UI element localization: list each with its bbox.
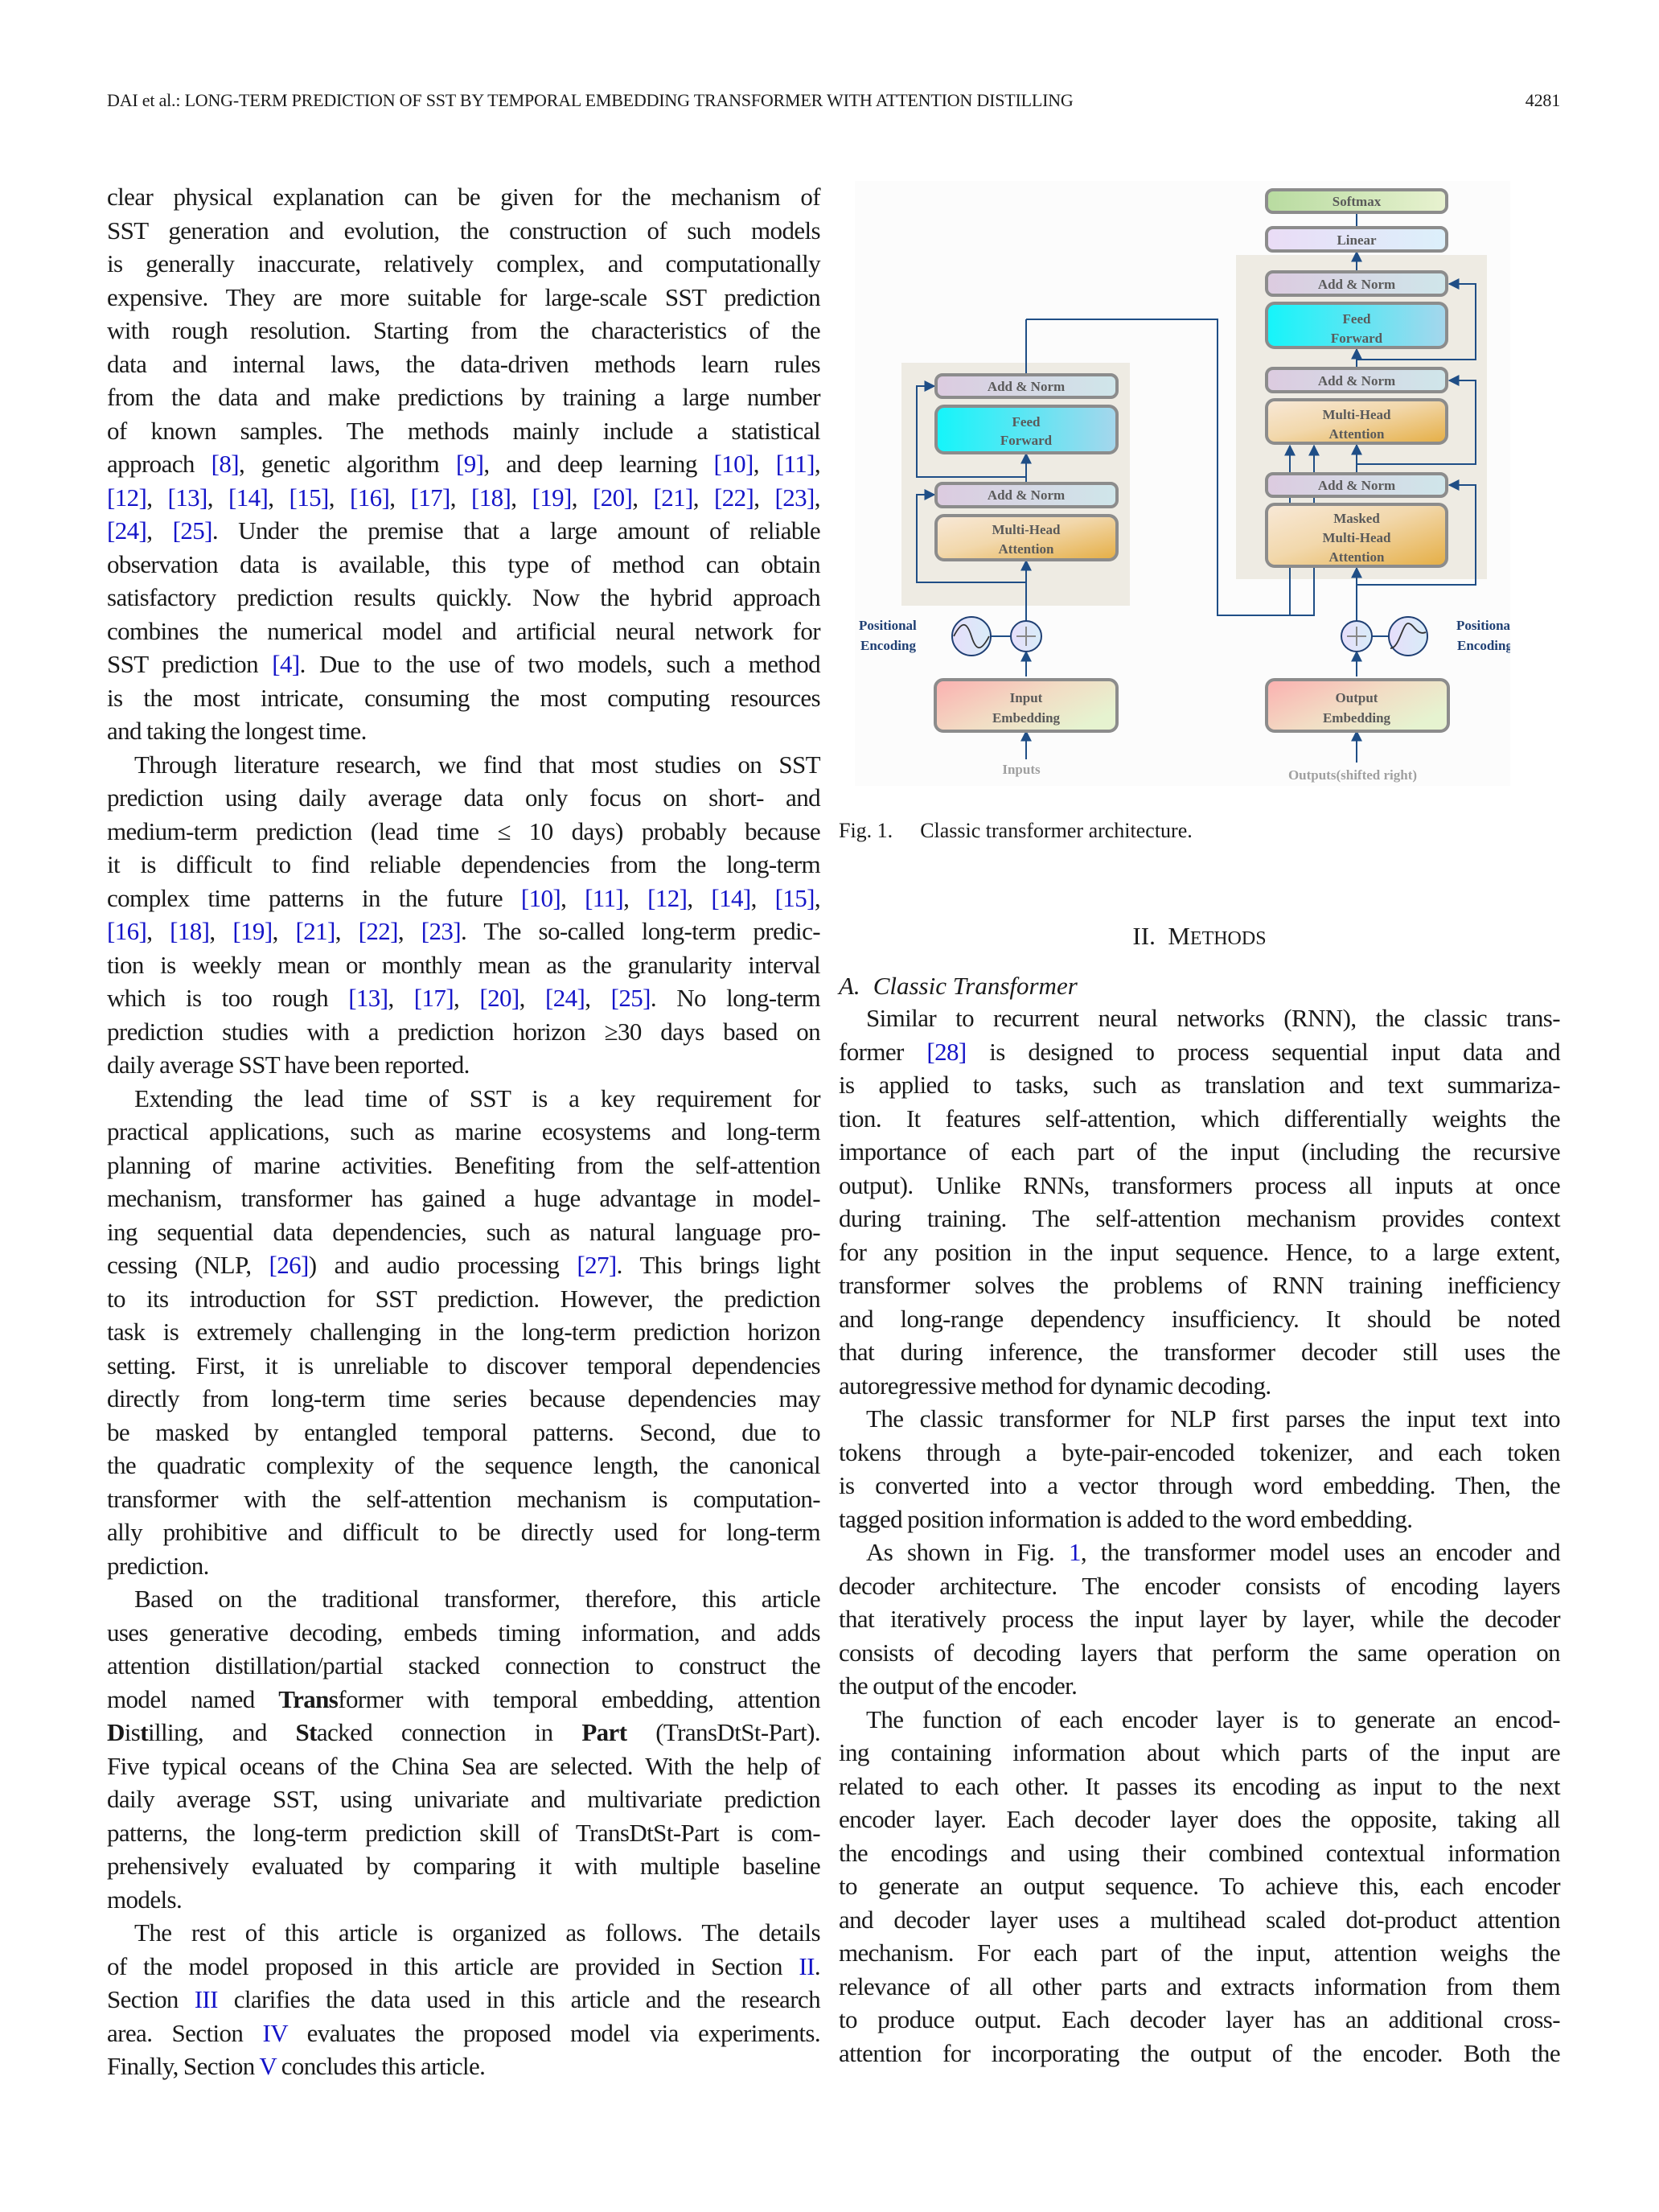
text-line: importance of each part of the input (including the recursive [839,1137,1560,1166]
text-line: is the most intricate, consuming the most computing resources [107,683,820,712]
subsection-number: A. [839,972,860,1000]
text-line: encoder layer. Each decoder layer does the opposite, taking all [839,1805,1560,1833]
section-link[interactable]: II [799,1951,815,1980]
text-line: patterns, the long-term prediction skill of TransDtSt-Part is com- [107,1818,820,1847]
encoder-add-norm-bottom-label: Add & Norm [987,487,1066,503]
citation-link[interactable]: [17] [410,483,450,512]
text-line: Distilling, and Stacked connection in Part (TransDtSt-Part). [107,1718,820,1746]
left-column-body [107,180,820,2083]
citation-link[interactable]: [22] [714,483,754,512]
text-line: which is too rough [13], [17], [20], [24], [25]. No long-term [107,984,820,1012]
text-line: daily average SST have been reported. [107,1050,470,1079]
text-line: transformer solves the problems of RNN training inefficiency [839,1271,1560,1299]
citation-link[interactable]: [19] [532,483,572,512]
section-link[interactable]: III [194,1985,218,2013]
text-line: SST prediction [4]. Due to the use of two models, such a method [107,650,820,678]
encoder-mha-label-1: Multi-Head [992,522,1061,537]
text-line: [16], [18], [19], [21], [22], [23]. The so-called long-term predic- [107,917,820,945]
section-heading-methods [839,922,1560,951]
text-line: ing sequential data dependencies, such as natural language pro- [107,1217,820,1246]
citation-link[interactable]: [9] [455,450,484,478]
text-line: models. [107,1885,183,1914]
section-title-rest: ETHODS [1189,928,1267,949]
text-line: decoder architecture. The encoder consists of encoding layers [839,1571,1560,1600]
citation-link[interactable]: [13] [167,483,207,512]
citation-link[interactable]: [23] [421,917,462,945]
figure-1-transformer-diagram [855,181,1510,786]
text-line: medium-term prediction (lead time ≤ 10 days) probably because [107,816,820,845]
text-line: prehensively evaluated by comparing it with multiple baseline [107,1852,820,1880]
text-line: [24], [25]. Under the premise that a large amount of reliable [107,516,820,545]
citation-link[interactable]: [21] [653,483,693,512]
figure-link[interactable]: 1 [1068,1538,1081,1566]
text-line: prediction using daily average data only focus on short- and [107,783,820,812]
citation-link[interactable]: [19] [232,917,273,945]
citation-link[interactable]: [26] [269,1251,309,1279]
text-line: directly from long-term time series because dependencies may [107,1384,820,1412]
text-line: related to each other. It passes its encoding as input to the next [839,1771,1560,1800]
text-line: mechanism. For each part of the input, attention weighs the [839,1939,1560,1967]
citation-link[interactable]: [10] [713,450,754,478]
figure-caption-text: Classic transformer architecture. [920,819,1193,842]
text-line: Finally, Section V concludes this article. [107,2052,486,2080]
decoder-add-norm-2-label: Add & Norm [1317,373,1396,389]
citation-link[interactable]: [15] [774,883,815,912]
text-line: relevance of all other parts and extracts information from them [839,1971,1560,2000]
text-line: and long-range dependency insufficiency. It should be noted [839,1304,1560,1333]
citation-link[interactable]: [13] [348,984,388,1012]
text-line: of the model proposed in this article are provided in Section II. [107,1951,820,1980]
text-line: Section III clarifies the data used in this article and the research [107,1985,820,2013]
encoder-positional-label-1: Positional [859,618,917,633]
text-line: it is difficult to find reliable dependencies from the long-term [107,850,820,878]
citation-link[interactable]: [14] [711,883,751,912]
text-line: satisfactory prediction results quickly. Now the hybrid approach [107,583,820,611]
output-embedding-label-2: Embedding [1322,710,1391,726]
citation-link[interactable]: [24] [107,516,147,545]
citation-link[interactable]: [10] [520,883,561,912]
subsection-heading-classic-transformer [839,972,1078,1001]
text-line: model named Transformer with temporal embedding, attention [107,1684,820,1713]
citation-link[interactable]: [21] [295,917,335,945]
citation-link[interactable]: [18] [170,917,210,945]
text-line: Five typical oceans of the China Sea are selected. With the help of [107,1751,820,1780]
decoder-add-norm-3-label: Add & Norm [1317,478,1396,493]
encoder-positional-label-2: Encoding [860,638,916,653]
text-line: practical applications, such as marine ecosystems and long-term [107,1117,820,1145]
input-embedding-label-2: Embedding [992,710,1061,726]
text-line: tion. It features self-attention, which differentially weights the [839,1104,1560,1133]
text-line: to produce output. Each decoder layer has an additional cross- [839,2005,1560,2033]
text-line: Through literature research, we find that most studies on SST [134,750,820,779]
text-line: that during inference, the transformer decoder still uses the [839,1338,1560,1366]
citation-link[interactable]: [15] [289,483,329,512]
text-line: former [28] is designed to process sequential input data and [839,1037,1560,1066]
text-line: be masked by entangled temporal patterns. Second, due to [107,1417,820,1446]
text-line: Extending the lead time of SST is a key requirement for [134,1083,820,1112]
text-line: uses generative decoding, embeds timing information, and adds [107,1618,820,1647]
text-line: the output of the encoder. [839,1671,1078,1700]
text-line: to generate an output sequence. To achieve this, each encoder [839,1872,1560,1900]
text-line: is generally inaccurate, relatively complex, and computationally [107,249,820,278]
text-line: attention distillation/partial stacked connection to construct the [107,1651,820,1680]
text-line: The rest of this article is organized as follows. The details [134,1918,820,1947]
citation-link[interactable]: [25] [610,984,651,1012]
citation-link[interactable]: [4] [272,650,300,678]
citation-link[interactable]: [17] [413,984,454,1012]
text-line: and taking the longest time. [107,717,367,745]
text-line: setting. First, it is unreliable to discover temporal dependencies [107,1351,820,1379]
text-line: clear physical explanation can be given for the mechanism of [107,183,820,211]
text-line: ally prohibitive and difficult to be directly used for long-term [107,1518,820,1546]
text-line: with rough resolution. Starting from the characteristics of the [107,316,820,344]
text-line: from the data and make predictions by training a large number [107,383,820,411]
text-line: planning of marine activities. Benefiting from the self-attention [107,1150,820,1179]
input-embedding-label-1: Input [1009,690,1043,705]
decoder-ff-label-1: Feed [1342,311,1371,327]
right-column-body [839,1001,1560,2070]
inputs-label: Inputs [1002,762,1041,777]
text-line: during training. The self-attention mechanism provides context [839,1204,1560,1232]
encoder-add-norm-top-label: Add & Norm [987,379,1066,394]
text-line: attention for incorporating the output of the encoder. Both the [839,2038,1560,2067]
text-line: transformer with the self-attention mechanism is computation- [107,1484,820,1513]
citation-link[interactable]: [11] [585,883,624,912]
decoder-positional-label-1: Positional [1456,618,1510,633]
text-line: that iteratively process the input layer by layer, while the decoder [839,1605,1560,1633]
citation-link[interactable]: [20] [479,984,519,1012]
text-line: consists of decoding layers that perform the same operation on [839,1638,1560,1667]
text-line: approach [8], genetic algorithm [9], and deep learning [10], [11], [107,450,820,478]
text-line: mechanism, transformer has gained a huge advantage in model- [107,1184,820,1212]
text-line: As shown in Fig. 1, the transformer model uses an encoder and [866,1538,1560,1566]
citation-link[interactable]: [12] [647,883,688,912]
text-line: The classic transformer for NLP first parses the input text into [866,1404,1560,1433]
decoder-mha-label-2: Attention [1328,426,1385,442]
text-line: prediction. [107,1551,209,1580]
text-line: is applied to tasks, such as translation and text summariza- [839,1071,1560,1099]
text-line: [12], [13], [14], [15], [16], [17], [18], [19], [20], [21], [22], [23], [107,483,820,512]
figure-caption [839,819,1193,843]
text-line: to its introduction for SST prediction. However, the prediction [107,1284,820,1313]
text-line: ing containing information about which parts of the input are [839,1738,1560,1766]
text-line: and decoder layer uses a multihead scaled dot-product attention [839,1905,1560,1934]
transformer-architecture-svg [855,181,1510,786]
text-line: task is extremely challenging in the long-term prediction horizon [107,1318,820,1346]
text-line: tion is weekly mean or monthly mean as the granularity interval [107,950,820,979]
text-line: the encodings and using their combined contextual information [839,1838,1560,1867]
masked-label-3: Attention [1328,549,1385,565]
text-line: Similar to recurrent neural networks (RNN), the classic trans- [866,1004,1560,1032]
citation-link[interactable]: [24] [545,984,585,1012]
text-line: the quadratic complexity of the sequence length, the canonical [107,1451,820,1479]
figure-caption-label: Fig. 1. [839,819,893,842]
output-embedding-label-1: Output [1335,690,1378,705]
text-line: prediction studies with a prediction horizon ≥30 days based on [107,1017,820,1046]
citation-link[interactable]: [11] [775,450,815,478]
citation-link[interactable]: [16] [107,917,147,945]
text-line: The function of each encoder layer is to generate an encod- [866,1704,1560,1733]
text-line: of known samples. The methods mainly include a statistical [107,416,820,445]
citation-link[interactable]: [28] [926,1037,967,1066]
text-line: tokens through a byte-pair-encoded tokenizer, and each token [839,1437,1560,1466]
masked-label-1: Masked [1333,511,1380,526]
section-link[interactable]: IV [262,2018,288,2047]
citation-link[interactable]: [12] [107,483,147,512]
citation-link[interactable]: [16] [350,483,390,512]
text-line: SST generation and evolution, the construction of such models [107,216,820,245]
citation-link[interactable]: [25] [172,516,212,545]
citation-link[interactable]: [8] [211,450,239,478]
citation-link[interactable]: [18] [471,483,511,512]
citation-link[interactable]: [14] [228,483,269,512]
citation-link[interactable]: [20] [593,483,633,512]
decoder-mha-label-1: Multi-Head [1322,407,1391,422]
text-line: observation data is available, this type of method can obtain [107,549,820,578]
outputs-shifted-label: Outputs(shifted right) [1287,767,1418,783]
text-line: daily average SST, using univariate and multivariate prediction [107,1785,820,1813]
softmax-label: Softmax [1332,194,1382,209]
decoder-ff-label-2: Forward [1330,331,1383,346]
text-line: autoregressive method for dynamic decoding. [839,1371,1271,1400]
decoder-positional-label-2: Encoding [1457,638,1510,653]
citation-link[interactable]: [23] [774,483,815,512]
encoder-ff-label-2: Forward [1000,433,1053,448]
section-number: II. [1132,922,1156,950]
encoder-ff-label-1: Feed [1012,414,1041,430]
decoder-add-norm-1-label: Add & Norm [1317,277,1396,292]
page-number: 4281 [1525,90,1560,110]
running-head [107,90,1560,116]
text-line: output). Unlike RNNs, transformers process all inputs at once [839,1170,1560,1199]
subsection-title: Classic Transformer [873,972,1078,1000]
text-line: Based on the traditional transformer, therefore, this article [134,1585,820,1613]
text-line: area. Section IV evaluates the proposed model via experiments. [107,2018,820,2047]
text-line: is converted into a vector through word embedding. Then, the [839,1471,1560,1499]
running-title: DAI et al.: LONG-TERM PREDICTION OF SST BY TEMPORAL EMBEDDING TRANSFORMER WITH ATTENTION DISTILLING [107,90,1074,110]
text-line: combines the numerical model and artificial neural network for [107,616,820,645]
text-line: cessing (NLP, [26]) and audio processing [27]. This brings light [107,1251,820,1279]
section-title-initial: M [1168,922,1190,950]
citation-link[interactable]: [27] [577,1251,617,1279]
text-line: data and internal laws, the data-driven methods learn rules [107,349,820,378]
text-line: expensive. They are more suitable for large-scale SST prediction [107,282,820,311]
encoder-mha-label-2: Attention [998,541,1054,557]
text-line: for any position in the input sequence. Hence, to a large extent, [839,1237,1560,1266]
text-line: tagged position information is added to the word embedding. [839,1504,1413,1533]
citation-link[interactable]: [22] [358,917,398,945]
text-line: complex time patterns in the future [10], [11], [12], [14], [15], [107,883,820,912]
section-link[interactable]: V [259,2052,277,2080]
masked-label-2: Multi-Head [1322,530,1391,545]
linear-label: Linear [1337,232,1377,248]
